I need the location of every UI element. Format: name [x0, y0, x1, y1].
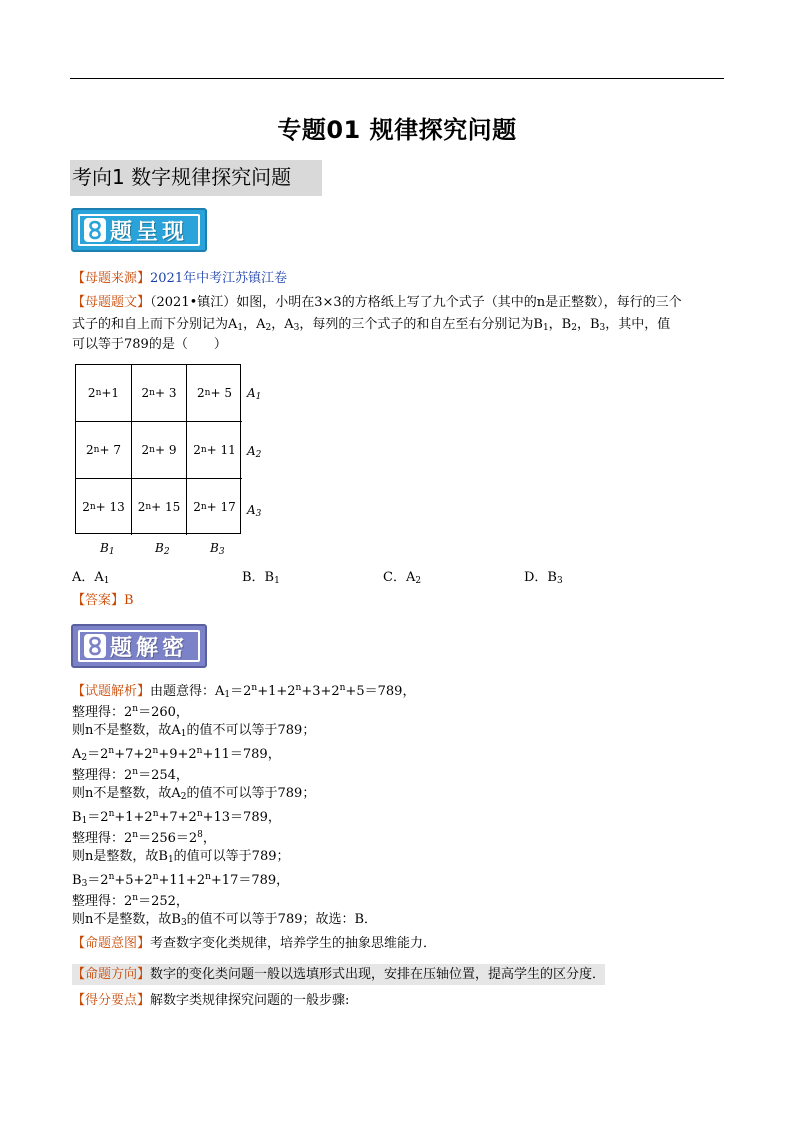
question-line-1: 【母题题文】（2021•镇江）如图，小明在3×3的方格纸上写了九个式子（其中的n是正整数），每行的三个 — [72, 295, 682, 310]
source-tag: 【母题来源】 — [72, 271, 151, 286]
intent-tag: 【命题意图】 — [72, 936, 151, 951]
grid-cell: 2 n + 3 — [132, 365, 187, 422]
analysis-line: 整理得：$2^n=256=2^8$， — [72, 830, 216, 846]
col-label-b1: $B_1$ — [100, 541, 115, 557]
answer-value: B — [124, 593, 134, 608]
col-label-b3: $B_3$ — [210, 541, 225, 557]
problem-banner — [71, 208, 207, 252]
choice-d: D．$B_3$ — [524, 570, 563, 586]
col-label-b2: $B_2$ — [155, 541, 170, 557]
grid-cell: 2 n + 5 — [187, 365, 242, 422]
expression-grid — [75, 364, 241, 534]
analysis-tag: 【试题解析】 — [72, 684, 151, 699]
source-line — [72, 268, 287, 289]
intent-line: 【命题意图】考查数字变化类规律，培养学生的抽象思维能力． — [72, 936, 437, 951]
choice-c: C．$A_2$ — [383, 570, 422, 586]
solution-banner — [71, 624, 207, 668]
section-heading: 考向1 数字规律探究问题 — [70, 160, 322, 196]
answer-line — [72, 590, 134, 611]
banner-label: 题呈现 — [110, 219, 189, 245]
choice-a: A．$A_1$ — [72, 570, 110, 586]
loop-icon — [84, 218, 106, 242]
document-title: 专题01 规律探究问题 — [277, 116, 517, 144]
direction-tag: 【命题方向】 — [72, 967, 151, 982]
analysis-line: 则n不是整数，故$B_3$的值不可以等于789；故选：B． — [72, 912, 378, 928]
loop-icon — [84, 634, 106, 658]
grid-cell: 2 n + 7 — [76, 422, 132, 479]
analysis-line: 整理得：$2^n=252$， — [72, 893, 189, 909]
analysis-line: 则n不是整数，故$A_2$的值不可以等于789； — [72, 786, 316, 802]
question-line-2: 式子的和自上而下分别记为$A_1$，$A_2$，$A_3$，每列的三个式子的和自左至右分别记为$B_1$，$B_2$，$B_3$，其中，值 — [72, 317, 671, 333]
analysis-line: 整理得：$2^n=254$， — [72, 767, 189, 783]
analysis-line: 整理得：$2^n=260$， — [72, 704, 189, 720]
source-text: 2021年中考江苏镇江卷 — [150, 271, 288, 286]
header-rule — [70, 78, 724, 79]
analysis-line: 则n不是整数，故$A_1$的值不可以等于789； — [72, 723, 316, 739]
question-line-3: 可以等于789的是（ ） — [72, 337, 227, 352]
banner-label: 题解密 — [110, 635, 189, 661]
grid-cell: 2 n + 17 — [193, 500, 236, 514]
analysis-line: $A_2=2^n+7+2^n+9+2^n+11=789$， — [72, 746, 281, 763]
grid-cell: 2 n + 9 — [132, 422, 187, 479]
grid-cell: 2 n + 11 — [187, 422, 242, 479]
grid-cell: 2 n + 13 — [76, 479, 132, 535]
analysis-line: $B_1=2^n+1+2^n+7+2^n+13=789$， — [72, 809, 281, 826]
row-label-a3: $A_3$ — [247, 503, 262, 519]
grid-cell: 2 n +1 — [76, 365, 132, 422]
points-line: 【得分要点】解数字类规律探究问题的一般步骤: — [72, 993, 350, 1008]
choice-b: B．$B_1$ — [242, 570, 280, 586]
analysis-line: $B_3=2^n+5+2^n+11+2^n+17=789$， — [72, 872, 290, 889]
analysis-line: 则n是整数，故$B_1$的值可以等于789； — [72, 849, 290, 865]
grid-cell: 2 n + 15 — [132, 479, 187, 535]
points-tag: 【得分要点】 — [72, 993, 151, 1008]
direction-line: 【命题方向】数字的变化类问题一般以选填形式出现，安排在压轴位置，提高学生的区分度． — [72, 964, 605, 985]
answer-tag: 【答案】 — [72, 593, 125, 608]
row-label-a2: $A_2$ — [247, 444, 262, 460]
analysis-line: 【试题解析】由题意得：$A_1=2^n+1+2^n+3+2^n+5=789$， — [72, 683, 416, 700]
row-label-a1: $A_1$ — [247, 386, 262, 402]
question-tag: 【母题题文】 — [72, 295, 151, 310]
